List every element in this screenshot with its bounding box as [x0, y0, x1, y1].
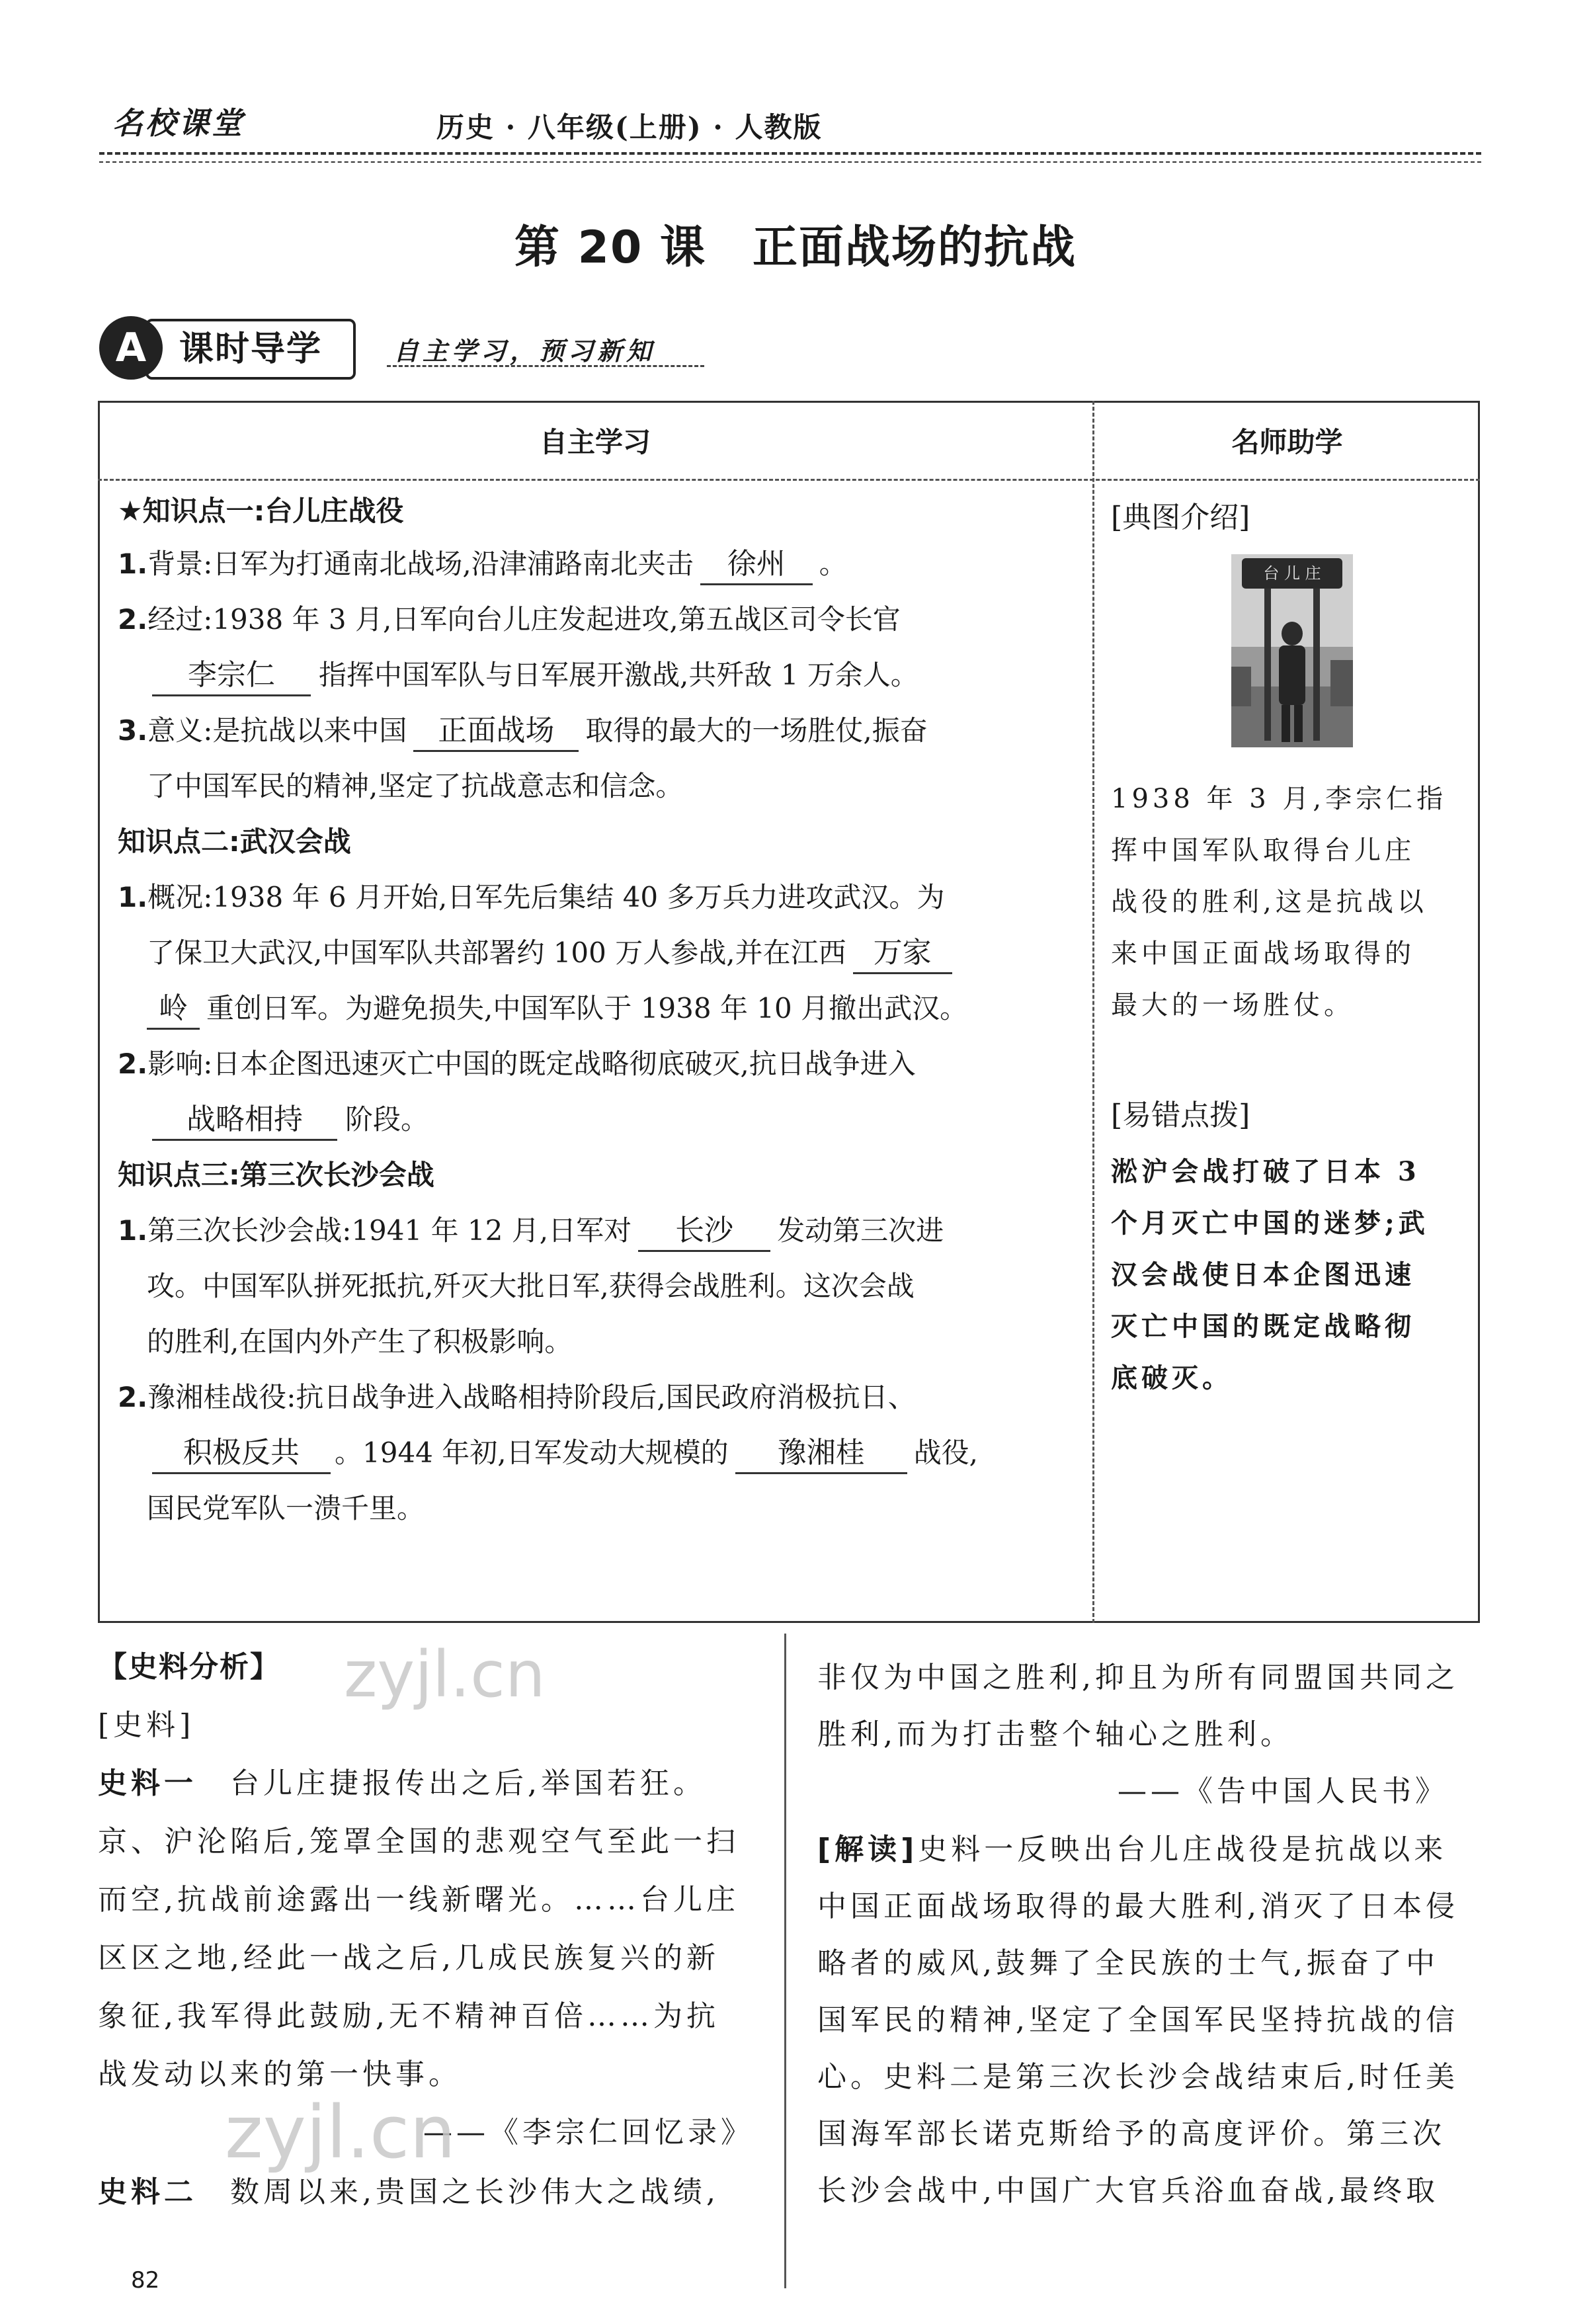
k3-text-5-end: 战役,	[913, 1436, 978, 1469]
k2-text-5: 阶段。	[345, 1103, 429, 1136]
material-1-line-3: 而空,抗战前途露出一线新曙光。……台儿庄	[98, 1883, 739, 1917]
k1-num-1: 1.	[118, 548, 148, 580]
watermark-1: zyjl.cn	[344, 1638, 546, 1712]
interpretation-line-3: 略者的威风,鼓舞了全民族的士气,振奋了中	[817, 1946, 1439, 1980]
knowledge-point-1-heading: ★知识点一:台儿庄战役	[118, 495, 404, 527]
k3-num-1: 1.	[118, 1214, 148, 1247]
material-1-line-2: 京、沪沦陷后,笼罩全国的悲观空气至此一扫	[98, 1825, 739, 1858]
interpretation-line-4: 国军民的精神,坚定了全国军民坚持抗战的信	[817, 2003, 1459, 2037]
table-column-divider	[1092, 401, 1094, 1623]
k2-answer-ling: 岭	[147, 989, 200, 1030]
k2-num-1: 1.	[118, 881, 148, 913]
k1-line-5: 了中国军民的精神,坚定了抗战意志和信念。	[147, 770, 684, 802]
material-2-line-3: 胜利,而为打击整个轴心之胜利。	[817, 1718, 1293, 1751]
header-book-info: 历史 · 八年级(上册) · 人教版	[436, 111, 823, 144]
material-2-line-2: 非仅为中国之胜利,抑且为所有同盟国共同之	[817, 1661, 1459, 1694]
k1-num-2: 2.	[118, 603, 148, 636]
k1-text-1b: 。	[819, 548, 847, 580]
k3-answer-anti-communist: 积极反共	[152, 1434, 331, 1474]
material-1-line-6: 战发动以来的第一快事。	[98, 2057, 462, 2091]
material-2-first: 数周以来,贵国之长沙伟大之战绩,	[197, 2175, 719, 2209]
k2-answer-stalemate: 战略相持	[152, 1100, 337, 1141]
material-1-label: 史料一	[98, 1766, 197, 1800]
image-caption-line-2: 挥中国军队取得台儿庄	[1111, 835, 1415, 866]
k3-line-3: 的胜利,在国内外产生了积极影响。	[147, 1325, 573, 1358]
header-brand: 名校课堂	[112, 105, 245, 141]
k3-answer-yuxianggui: 豫湘桂	[735, 1434, 907, 1474]
k3-line-2: 攻。中国军队拼死抵抗,歼灭大批日军,获得会战胜利。这次会战	[147, 1270, 915, 1302]
k1-text-3: 指挥中国军队与日军展开激战,共歼敌 1 万余人。	[319, 659, 918, 691]
k2-num-2: 2.	[118, 1048, 148, 1080]
k2-answer-wanjia: 万家	[853, 934, 952, 974]
section-banner	[99, 316, 357, 380]
image-caption-line-5: 最大的一场胜仗。	[1111, 990, 1354, 1020]
knowledge-point-2-heading: 知识点二:武汉会战	[118, 825, 351, 858]
k3-text-1a: 第三次长沙会战:1941 年 12 月,日军对	[147, 1214, 632, 1247]
error-tip-line-1: 淞沪会战打破了日本 3	[1111, 1156, 1420, 1187]
material-1-first: 台儿庄捷报传出之后,举国若狂。	[197, 1766, 706, 1800]
k2-line-5	[152, 1098, 428, 1141]
error-tip-line-3: 汉会战使日本企图迅速	[1111, 1259, 1415, 1290]
error-tip-line-2: 个月灭亡中国的迷梦;武	[1111, 1208, 1429, 1239]
image-caption-line-1: 1938 年 3 月,李宗仁指	[1111, 784, 1448, 814]
photo-sign-text: 台 儿 庄	[1263, 564, 1321, 583]
k3-text-1b: 发动第三次进	[777, 1214, 944, 1247]
material-1-line-4: 区区之地,经此一战之后,几成民族复兴的新	[98, 1941, 719, 1975]
k2-text-3: 重创日军。为避免损失,中国军队于 1938 年 10 月撤出武汉。	[206, 992, 968, 1024]
header-divider	[99, 152, 1481, 155]
k3-line-1	[118, 1209, 944, 1252]
k1-line-4	[118, 709, 928, 752]
k1-answer-front-battlefield: 正面战场	[413, 712, 579, 752]
k1-answer-xuzhou: 徐州	[700, 545, 813, 585]
interpretation-line-7: 长沙会战中,中国广大官兵浴血奋战,最终取	[817, 2174, 1439, 2208]
banner-underline	[387, 365, 704, 367]
k1-text-1a: 背景:日军为打通南北战场,沿津浦路南北夹击	[147, 548, 694, 580]
taierzhuang-photo	[1231, 554, 1353, 747]
banner-subtitle: 自主学习，预习新知	[393, 336, 656, 366]
k2-text-4: 影响:日本企图迅速灭亡中国的既定战略彻底破灭,抗日战争进入	[147, 1048, 916, 1080]
k1-num-3: 3.	[118, 714, 148, 747]
k3-line-5	[152, 1431, 978, 1474]
column-header-self-study: 自主学习	[539, 426, 651, 458]
banner-letter: A	[99, 316, 163, 380]
k3-num-2: 2.	[118, 1381, 148, 1413]
k1-text-4b: 取得的最大的一场胜仗,振奋	[585, 714, 928, 747]
knowledge-point-3-heading: 知识点三:第三次长沙会战	[118, 1159, 434, 1191]
material-2-label: 史料二	[98, 2175, 197, 2209]
k3-line-4	[118, 1376, 916, 1415]
error-tip-line-4: 灭亡中国的既定战略彻	[1111, 1311, 1415, 1342]
page-number: 82	[131, 2267, 160, 2294]
analysis-heading: 【史料分析】	[98, 1650, 280, 1684]
material-2-line-1	[98, 2168, 719, 2210]
column-divider	[784, 1634, 786, 2288]
k1-line-1	[118, 542, 847, 585]
material-1-line-5: 象征,我军得此鼓励,无不精神百倍……为抗	[98, 1999, 719, 2033]
error-tip-line-5: 底破灭。	[1111, 1362, 1233, 1393]
k2-text-2: 了保卫大武汉,中国军队共部署约 100 万人参战,并在江西	[147, 936, 846, 969]
image-caption-line-4: 来中国正面战场取得的	[1111, 938, 1415, 969]
k1-text-2: 经过:1938 年 3 月,日军向台儿庄发起进攻,第五战区司令长官	[147, 603, 901, 636]
material-1-source: ——《李宗仁回忆录》	[423, 2116, 754, 2149]
k1-line-2	[118, 598, 901, 638]
image-caption-line-3: 战役的胜利,这是抗战以	[1111, 887, 1428, 917]
k1-text-4a: 意义:是抗战以来中国	[147, 714, 407, 747]
interpretation-line-2: 中国正面战场取得的最大胜利,消灭了日本侵	[817, 1889, 1459, 1923]
table-header-divider	[98, 479, 1480, 481]
k2-line-4	[118, 1042, 916, 1082]
interpretation-line-1	[817, 1825, 1447, 1868]
k2-line-2	[147, 931, 952, 974]
k3-line-6: 国民党军队一溃千里。	[147, 1492, 425, 1524]
interpretation-line-6: 国海军部长诺克斯给予的高度评价。第三次	[817, 2117, 1446, 2151]
typical-image-heading: [典图介绍]	[1111, 501, 1250, 534]
k2-text-1: 概况:1938 年 6 月开始,日军先后集结 40 多万兵力进攻武汉。为	[147, 881, 945, 913]
lesson-title: 第 20 课 正面战场的抗战	[514, 222, 1077, 274]
watermark-2: zyjl.cn	[225, 2090, 456, 2175]
material-2-source: ——《告中国人民书》	[1118, 1774, 1448, 1808]
interpretation-line-5: 心。史料二是第三次长沙会战结束后,时任美	[817, 2060, 1459, 2094]
interpretation-label: [解读]	[817, 1833, 918, 1866]
material-subheading: [史料]	[98, 1708, 195, 1742]
k3-text-5-mid: 。1944 年初,日军发动大规模的	[335, 1436, 729, 1469]
k3-answer-changsha: 长沙	[638, 1212, 770, 1252]
interpretation-first: 史料一反映出台儿庄战役是抗战以来	[918, 1833, 1448, 1866]
k3-text-4: 豫湘桂战役:抗日战争进入战略相持阶段后,国民政府消极抗日、	[147, 1381, 916, 1413]
error-tips-heading: [易错点拨]	[1111, 1099, 1250, 1132]
header-divider-2	[99, 161, 1481, 163]
material-1-line-1	[98, 1759, 706, 1802]
k2-line-1	[118, 876, 945, 915]
banner-label: 课时导学	[145, 319, 356, 380]
k2-line-3	[147, 987, 967, 1030]
column-header-teacher-help: 名师助学	[1231, 426, 1343, 458]
k1-answer-li-zongren: 李宗仁	[152, 656, 311, 696]
k1-line-3	[152, 653, 918, 696]
